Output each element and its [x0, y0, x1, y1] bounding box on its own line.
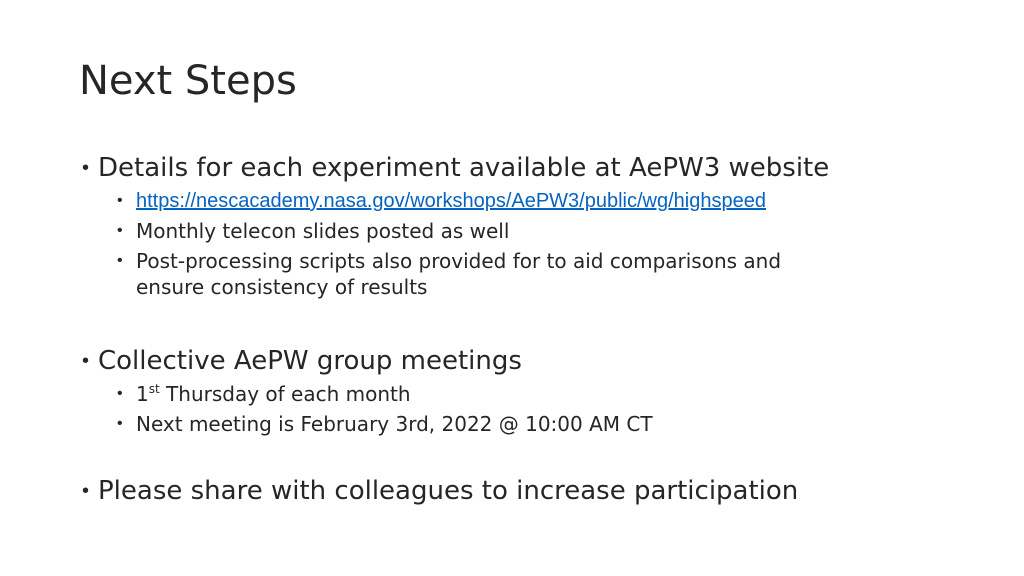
bullet-text [136, 381, 411, 407]
ordinal-suffix: st [148, 382, 160, 396]
ordinal-number: 1 [136, 382, 149, 406]
bullet-marker: • [117, 252, 123, 269]
bullet-text: Details for each experiment available at AePW3 website [98, 153, 830, 183]
aepw3-website-link[interactable]: https://nescacademy.nasa.gov/workshops/AePW3/public/wg/highspeed [136, 190, 766, 212]
bullet-marker: • [82, 480, 90, 502]
bullet-share [82, 475, 798, 507]
bullet-marker: • [117, 415, 123, 432]
bullet-marker: • [82, 157, 90, 179]
bullet-marker: • [117, 192, 123, 209]
bullet-text-line1: Post-processing scripts also provided for to aid comparisons and [136, 249, 782, 273]
schedule-text: Thursday of each month [159, 382, 411, 406]
bullet-marker: • [117, 385, 123, 402]
sub-bullet-telecon [117, 218, 509, 244]
bullet-text [136, 248, 781, 300]
sub-bullet-scripts [117, 248, 781, 300]
bullet-details [82, 152, 829, 184]
bullet-marker: • [117, 222, 123, 239]
sub-bullet-next-meeting [117, 411, 653, 437]
bullet-marker: • [82, 350, 90, 372]
bullet-text-line2: ensure consistency of results [136, 275, 428, 299]
sub-bullet-link [117, 188, 766, 214]
bullet-text: Next meeting is February 3rd, 2022 @ 10:00 AM CT [136, 412, 653, 436]
bullet-text: Monthly telecon slides posted as well [136, 219, 510, 243]
slide-title: Next Steps [79, 58, 297, 104]
sub-bullet-schedule [117, 381, 411, 407]
bullet-text: Please share with colleagues to increase participation [98, 476, 799, 506]
bullet-meetings [82, 345, 522, 377]
bullet-text: Collective AePW group meetings [98, 346, 522, 376]
